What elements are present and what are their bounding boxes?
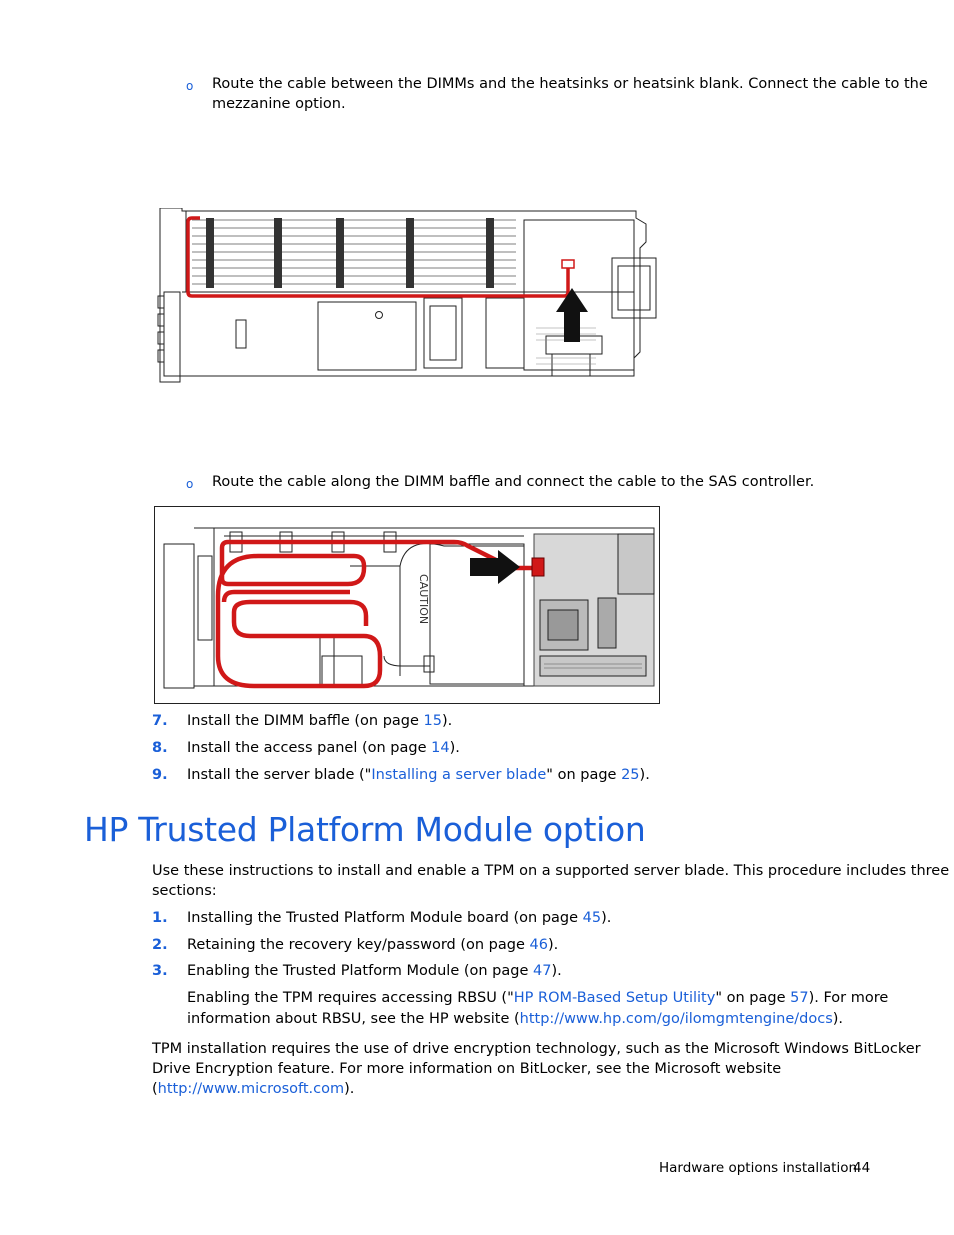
bullet-text-cont: mezzanine option. (212, 96, 346, 112)
step-text: Installing the Trusted Platform Module board (on page 45). (187, 910, 612, 926)
bullet-text: Route the cable along the DIMM baffle and connect the cable to the SAS controller. (212, 474, 815, 490)
step-text: Retaining the recovery key/password (on page 46). (187, 937, 559, 953)
intro-text-cont: sections: (152, 883, 217, 899)
page-link[interactable]: 57 (790, 990, 809, 1006)
bitlocker-text-cont: (http://www.microsoft.com). (152, 1081, 355, 1097)
page-link[interactable]: 46 (529, 937, 548, 953)
page-link[interactable]: 25 (621, 767, 640, 783)
page-number: 44 (853, 1160, 871, 1176)
page-link[interactable]: 47 (533, 963, 552, 979)
bullet-marker: o (186, 477, 194, 491)
page-link[interactable]: 45 (582, 910, 602, 926)
section-heading: HP Trusted Platform Module option (84, 810, 646, 849)
figure-baffle-sas-cable (154, 506, 660, 704)
step-text: Install the access panel (on page 14). (187, 740, 460, 756)
step-text: Install the server blade ("Installing a server blade" on page 25). (187, 767, 650, 783)
page-link[interactable]: 15 (423, 713, 442, 729)
step-text: Install the DIMM baffle (on page 15). (187, 713, 453, 729)
intro-text: Use these instructions to install and enable a TPM on a supported server blade. This procedure includes three (152, 863, 950, 879)
bitlocker-text: TPM installation requires the use of drive encryption technology, such as the Microsoft Windows BitLocker (152, 1041, 921, 1057)
step-number: 7. (152, 713, 168, 729)
rbsu-note-cont: information about RBSU, see the HP website (http://www.hp.com/go/ilomgmtengine/docs). (187, 1011, 844, 1027)
caution-label: CAUTION (417, 574, 430, 625)
step-number: 2. (152, 937, 168, 953)
bitlocker-text-cont: Drive Encryption feature. For more information on BitLocker, see the Microsoft website (152, 1061, 782, 1077)
xref-link[interactable]: HP ROM-Based Setup Utility (513, 990, 716, 1006)
url-link[interactable]: http://www.microsoft.com (157, 1081, 345, 1097)
footer-section: Hardware options installation (659, 1160, 858, 1176)
step-number: 1. (152, 910, 168, 926)
step-number: 9. (152, 767, 168, 783)
xref-link[interactable]: Installing a server blade (371, 767, 547, 783)
bullet-marker: o (186, 79, 194, 93)
rbsu-note: Enabling the TPM requires accessing RBSU ("HP ROM-Based Setup Utility" on page 57). For more (187, 990, 889, 1006)
figure-blade-mezzanine-cable (156, 208, 662, 386)
url-link[interactable]: http://www.hp.com/go/ilomgmtengine/docs (519, 1011, 833, 1027)
page-link[interactable]: 14 (431, 740, 450, 756)
step-number: 3. (152, 963, 168, 979)
bullet-text: Route the cable between the DIMMs and the heatsinks or heatsink blank. Connect the cable to the (212, 76, 928, 92)
step-number: 8. (152, 740, 168, 756)
step-text: Enabling the Trusted Platform Module (on page 47). (187, 963, 562, 979)
